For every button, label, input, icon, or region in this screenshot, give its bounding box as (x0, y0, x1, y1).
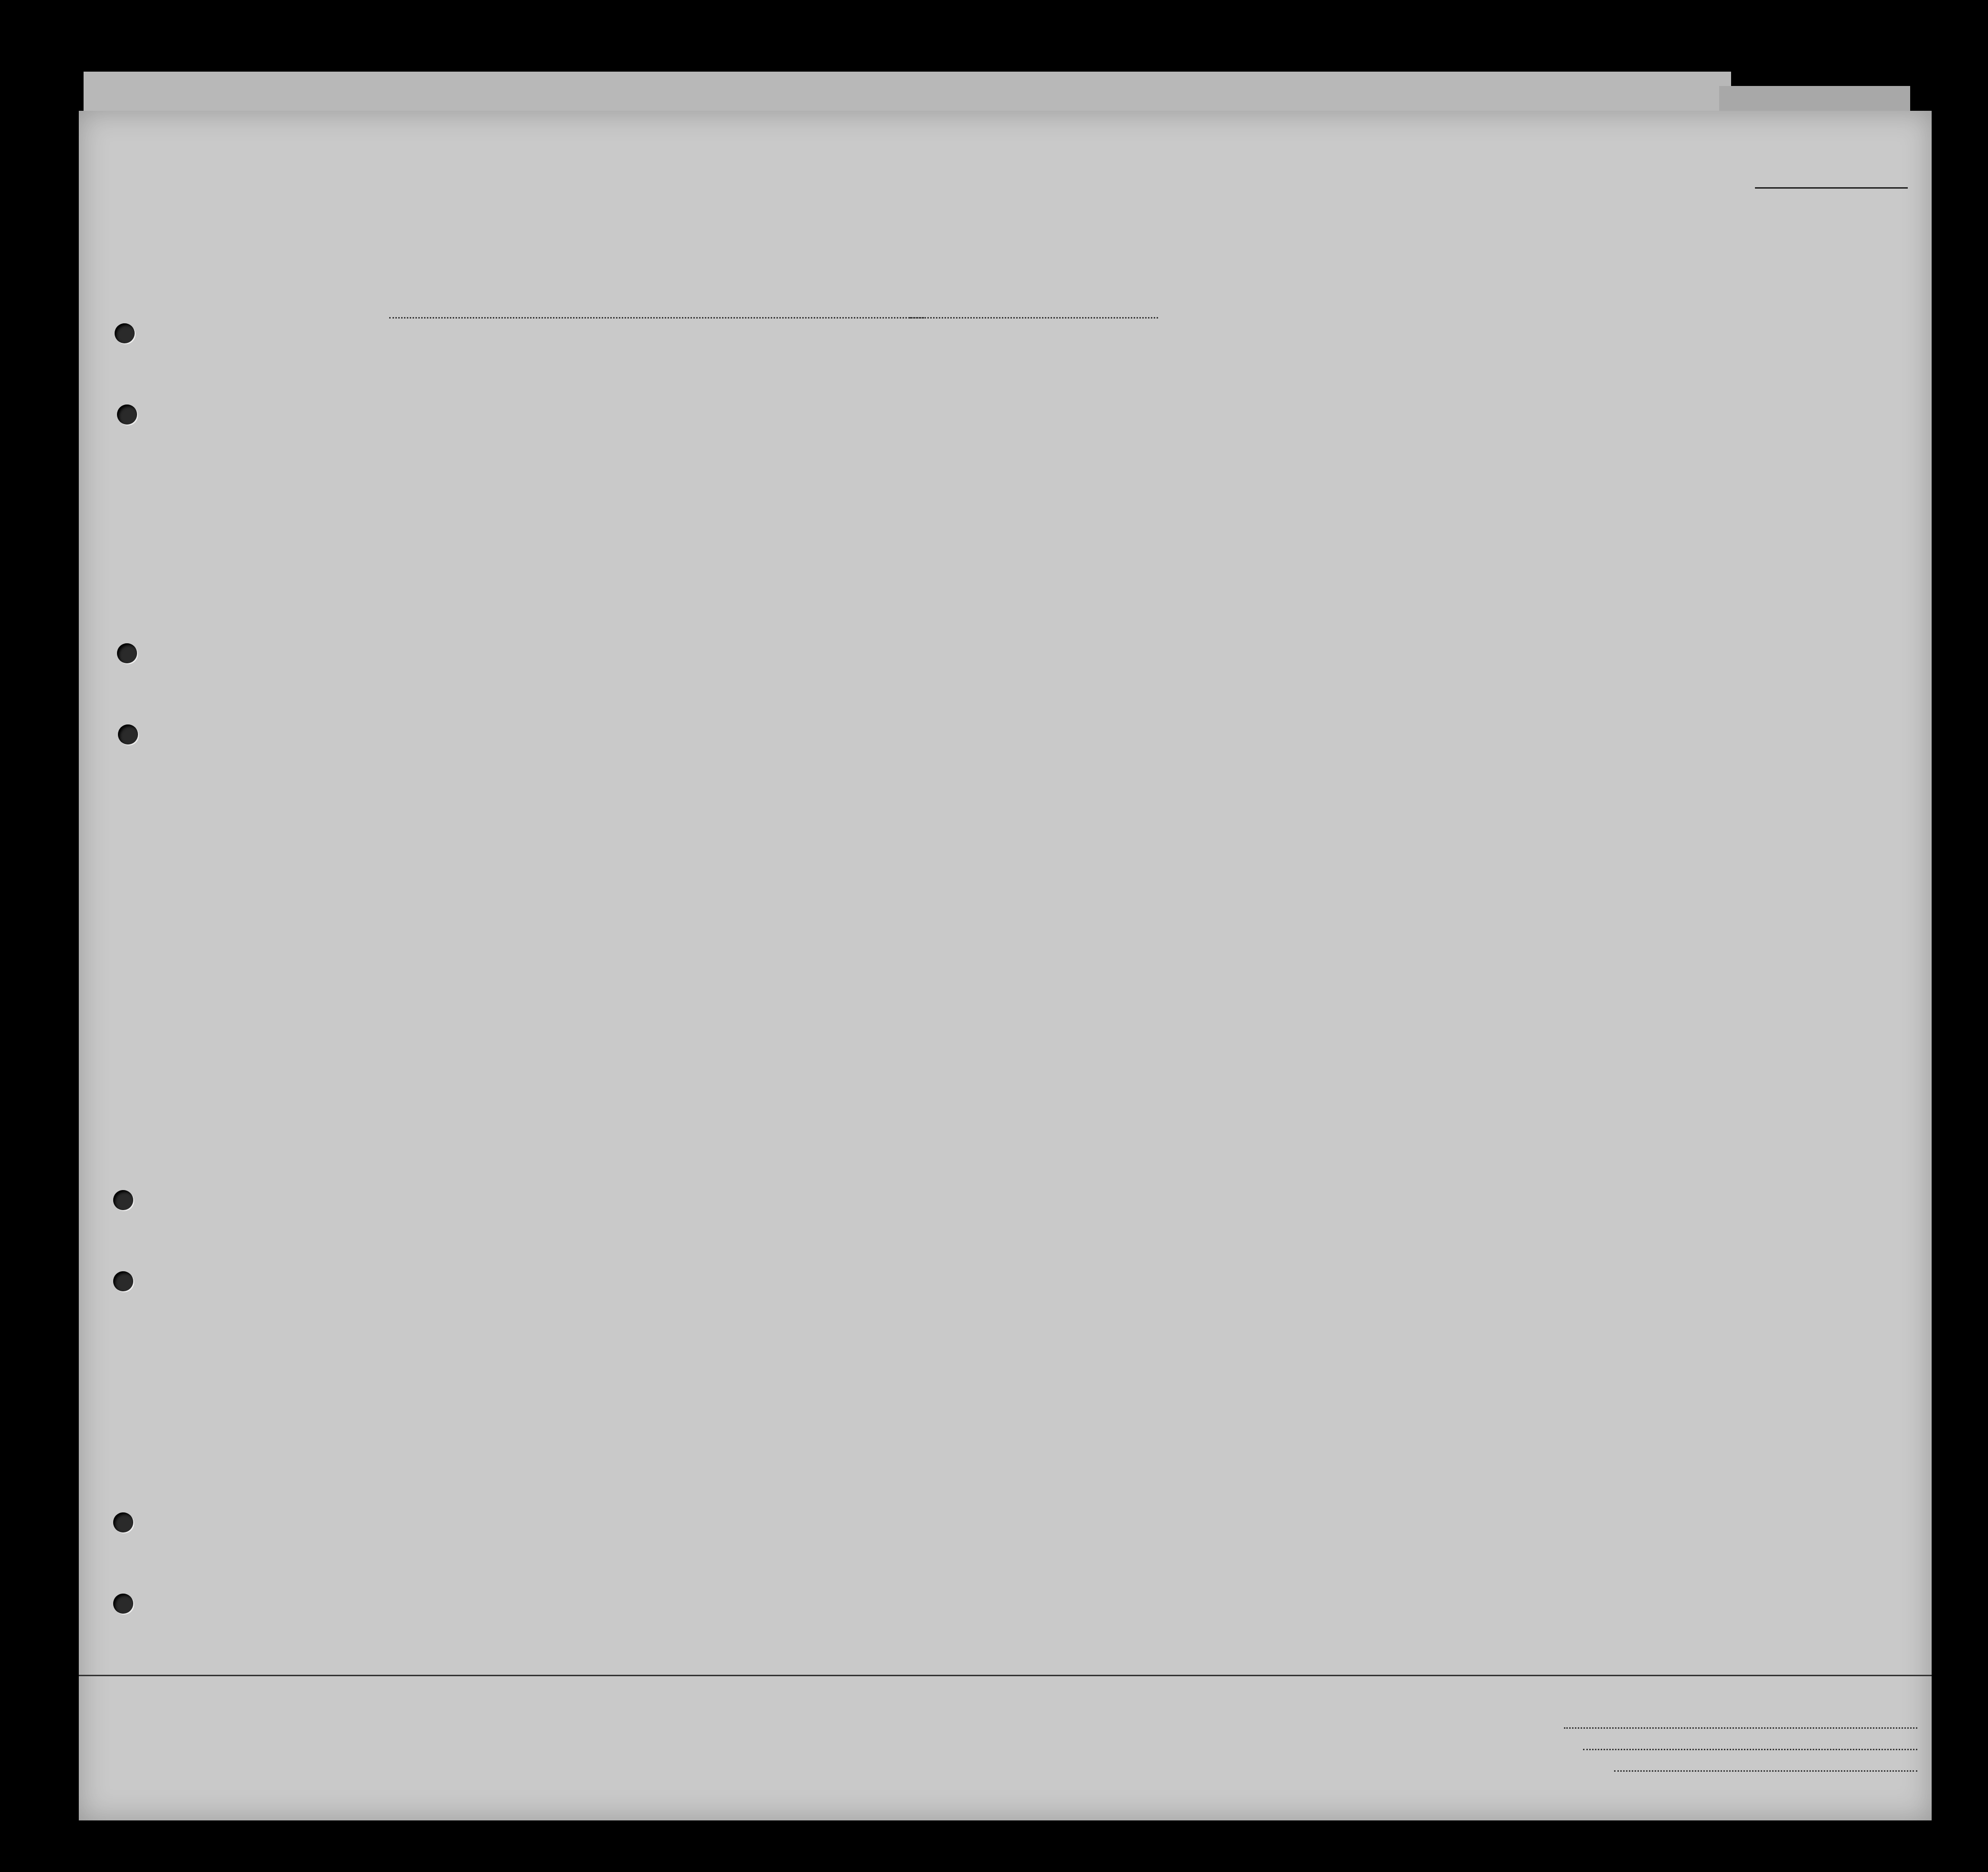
owners-dotline (1583, 1749, 1917, 1750)
manifest-table (79, 111, 1932, 1820)
agents-dotline (1614, 1770, 1917, 1772)
line-dotline (1564, 1727, 1917, 1729)
footer-rule (79, 1675, 1932, 1676)
manifest-page (79, 111, 1932, 1820)
